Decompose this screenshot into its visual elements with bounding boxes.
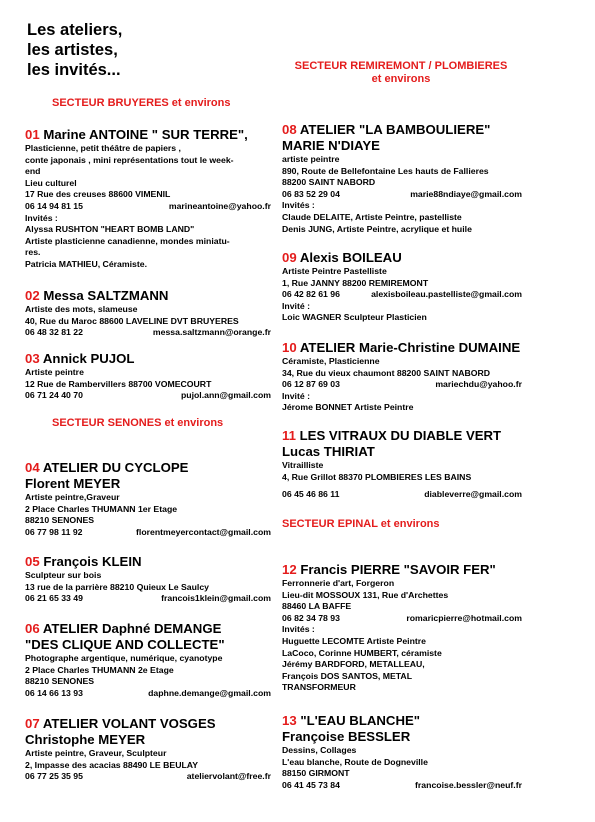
entry-number: 12 bbox=[282, 562, 297, 577]
entry-line: Lieu-dit MOSSOUX 131, Rue d'Archettes bbox=[282, 589, 449, 600]
entry-number: 09 bbox=[282, 250, 297, 265]
entry-line: Artiste peintre bbox=[25, 367, 84, 377]
entry-04 bbox=[25, 460, 271, 538]
guests-label: Invités : bbox=[282, 200, 315, 211]
contact-row bbox=[25, 593, 271, 605]
entry-title bbox=[25, 288, 271, 304]
entry-name: ATELIER Marie-Christine DUMAINE bbox=[299, 340, 521, 355]
entry-title bbox=[282, 428, 522, 444]
contact-row bbox=[282, 289, 522, 301]
sector-epinal: SECTEUR EPINAL et environs bbox=[282, 518, 440, 530]
contact-row bbox=[25, 327, 271, 339]
entry-subtitle: Florent MEYER bbox=[25, 476, 121, 491]
entry-line: Artiste Peintre Pastelliste bbox=[282, 266, 387, 276]
entry-number: 06 bbox=[25, 621, 40, 636]
email-link[interactable]: diableverre@gmail.com bbox=[424, 489, 522, 500]
entry-name: Messa SALTZMANN bbox=[43, 288, 169, 303]
guest-line: TRANSFORMEUR bbox=[282, 682, 356, 693]
entry-01 bbox=[25, 127, 271, 271]
guest-line: res. bbox=[25, 247, 41, 258]
entry-line: Artiste peintre, Graveur, Sculpteur bbox=[25, 748, 167, 758]
guest-line: François DOS SANTOS, METAL bbox=[282, 670, 413, 681]
guest-line: Jérome BONNET Artiste Peintre bbox=[282, 402, 414, 413]
guest-line: Huguette LECOMTE Artiste Peintre bbox=[282, 635, 427, 646]
entry-line: 890, Route de Bellefontaine Les hauts de Fallieres bbox=[282, 165, 489, 176]
entry-title bbox=[25, 554, 271, 570]
entry-name: ATELIER VOLANT VOSGES bbox=[42, 716, 216, 731]
entry-line: 88210 SENONES bbox=[25, 515, 95, 526]
entry-line: artiste peintre bbox=[282, 154, 340, 164]
entry-line: 88200 SAINT NABORD bbox=[282, 177, 376, 188]
phone-number: 06 48 32 81 22 bbox=[25, 327, 83, 338]
entry-05 bbox=[25, 554, 271, 605]
entry-subtitle: Lucas THIRIAT bbox=[282, 444, 375, 459]
entry-title bbox=[25, 716, 271, 732]
guest-line: Alyssa RUSHTON "HEART BOMB LAND" bbox=[25, 224, 195, 235]
entry-line: Artiste peintre,Graveur bbox=[25, 492, 120, 502]
entry-02 bbox=[25, 288, 271, 339]
phone-number: 06 41 45 73 84 bbox=[282, 779, 340, 790]
entry-name: LES VITRAUX DU DIABLE VERT bbox=[299, 428, 502, 443]
entry-name: Francis PIERRE "SAVOIR FER" bbox=[300, 562, 496, 577]
entry-line: 88460 LA BAFFE bbox=[282, 601, 352, 612]
email-link[interactable]: marineantoine@yahoo.fr bbox=[168, 200, 271, 211]
entry-number: 10 bbox=[282, 340, 297, 355]
phone-number: 06 71 24 40 70 bbox=[25, 390, 83, 401]
entry-line: Ferronnerie d'art, Forgeron bbox=[282, 578, 395, 588]
entry-line: end bbox=[25, 166, 41, 177]
guest-line: Loic WAGNER Sculpteur Plasticien bbox=[282, 312, 427, 323]
contact-row bbox=[282, 489, 522, 501]
email-link[interactable]: florentmeyercontact@gmail.com bbox=[136, 526, 271, 537]
entry-line: Plasticienne, petit théâtre de papiers , bbox=[25, 143, 181, 153]
guest-line: Claude DELAITE, Artiste Peintre, pastelliste bbox=[282, 211, 462, 222]
entry-13 bbox=[282, 713, 522, 791]
entry-name: "L'EAU BLANCHE" bbox=[300, 713, 421, 728]
entry-name: Alexis BOILEAU bbox=[299, 250, 402, 265]
phone-number: 06 83 52 29 04 bbox=[282, 188, 340, 199]
entry-line: Artiste des mots, slameuse bbox=[25, 304, 138, 314]
email-link[interactable]: francoise.bessler@neuf.fr bbox=[415, 779, 522, 790]
email-link[interactable]: daphne.demange@gmail.com bbox=[148, 687, 271, 698]
entry-name: ATELIER DU CYCLOPE bbox=[42, 460, 189, 475]
entry-line: 17 Rue des creuses 88600 VIMENIL bbox=[25, 189, 171, 200]
guest-line: LaCoco, Corinne HUMBERT, céramiste bbox=[282, 647, 442, 658]
entry-line: 1, Rue JANNY 88200 REMIREMONT bbox=[282, 277, 429, 288]
entry-line: 13 rue de la parrière 88210 Quieux Le Saulcy bbox=[25, 581, 209, 592]
guest-line: Jérémy BARDFORD, METALLEAU, bbox=[282, 659, 425, 670]
email-link[interactable]: marie88ndiaye@gmail.com bbox=[410, 188, 522, 199]
entry-subtitle: "DES CLIQUE AND COLLECTE" bbox=[25, 637, 225, 652]
guest-line: Patricia MATHIEU, Céramiste. bbox=[25, 258, 147, 269]
guests-label: Invité : bbox=[282, 390, 310, 401]
sector-remiremont-line2: et environs bbox=[371, 73, 431, 85]
entry-subtitle: MARIE N'DIAYE bbox=[282, 138, 380, 153]
entry-line: conte japonais , mini représentations tout le week- bbox=[25, 154, 234, 165]
entry-number: 03 bbox=[25, 351, 40, 366]
email-link[interactable]: francois1klein@gmail.com bbox=[161, 593, 271, 604]
sector-remiremont-line1: SECTEUR REMIREMONT / PLOMBIERES bbox=[294, 60, 508, 72]
contact-row bbox=[282, 379, 522, 391]
entry-name: ATELIER "LA BAMBOULIERE" bbox=[299, 122, 491, 137]
email-link[interactable]: romaricpierre@hotmail.com bbox=[406, 612, 522, 623]
phone-number: 06 77 98 11 92 bbox=[25, 526, 83, 537]
entry-09 bbox=[282, 250, 522, 324]
entry-line: 40, Rue du Maroc 88600 LAVELINE DVT BRUYERES bbox=[25, 315, 239, 326]
entry-number: 01 bbox=[25, 127, 40, 142]
page-title: Les ateliers, les artistes, les invités... bbox=[27, 21, 123, 79]
entry-title bbox=[282, 340, 522, 356]
entry-line: 4, Rue Grillot 88370 PLOMBIERES LES BAINS bbox=[282, 471, 472, 482]
entry-title bbox=[282, 250, 522, 266]
entry-title bbox=[25, 460, 271, 476]
phone-number: 06 45 46 86 11 bbox=[282, 489, 340, 500]
entry-11 bbox=[282, 428, 522, 501]
entry-12 bbox=[282, 562, 522, 694]
entry-number: 04 bbox=[25, 460, 40, 475]
phone-number: 06 42 82 61 96 bbox=[282, 289, 340, 300]
email-link[interactable]: ateliervolant@free.fr bbox=[186, 771, 271, 782]
contact-row bbox=[25, 201, 271, 213]
phone-number: 06 82 34 78 93 bbox=[282, 612, 340, 623]
entry-10 bbox=[282, 340, 522, 414]
email-link[interactable]: pujol.ann@gmail.com bbox=[180, 390, 271, 401]
entry-line: 34, Rue du vieux chaumont 88200 SAINT NABORD bbox=[282, 367, 491, 378]
entry-number: 11 bbox=[282, 428, 296, 443]
entry-line: 88150 GIRMONT bbox=[282, 768, 350, 779]
guest-line: Denis JUNG, Artiste Peintre, acrylique et huile bbox=[282, 223, 472, 234]
entry-number: 08 bbox=[282, 122, 297, 137]
entry-line: L'eau blanche, Route de Dogneville bbox=[282, 756, 428, 767]
entry-title bbox=[282, 562, 522, 578]
entry-line: 2 Place Charles THUMANN 2e Etage bbox=[25, 664, 174, 675]
entry-line: Céramiste, Plasticienne bbox=[282, 356, 380, 366]
entry-line: Vitrailliste bbox=[282, 460, 324, 470]
entry-number: 02 bbox=[25, 288, 40, 303]
entry-name: ATELIER Daphné DEMANGE bbox=[42, 621, 222, 636]
entry-name: Annick PUJOL bbox=[42, 351, 135, 366]
phone-number: 06 77 25 35 95 bbox=[25, 771, 83, 782]
entry-name: François KLEIN bbox=[43, 554, 142, 569]
contact-row bbox=[282, 780, 522, 792]
phone-number: 06 14 66 13 93 bbox=[25, 687, 83, 698]
entry-line: 2, Impasse des acacias 88490 LE BEULAY bbox=[25, 759, 199, 770]
guests-label: Invités : bbox=[25, 212, 58, 223]
entry-name: Marine ANTOINE " SUR TERRE", bbox=[43, 127, 248, 142]
email-link[interactable]: mariechdu@yahoo.fr bbox=[435, 379, 522, 390]
entry-line: Sculpteur sur bois bbox=[25, 570, 102, 580]
phone-number: 06 12 87 69 03 bbox=[282, 379, 340, 390]
entry-03 bbox=[25, 351, 271, 402]
sector-senones: SECTEUR SENONES et environs bbox=[52, 417, 224, 429]
guests-label: Invités : bbox=[282, 624, 315, 635]
guest-line: Artiste plasticienne canadienne, mondes miniatu- bbox=[25, 235, 230, 246]
email-link[interactable]: messa.saltzmann@orange.fr bbox=[152, 327, 271, 338]
entry-07 bbox=[25, 716, 271, 783]
phone-number: 06 14 94 81 15 bbox=[25, 200, 83, 211]
entry-subtitle: Françoise BESSLER bbox=[282, 729, 411, 744]
contact-row bbox=[25, 688, 271, 700]
entry-08 bbox=[282, 122, 522, 235]
entry-line: 2 Place Charles THUMANN 1er Etage bbox=[25, 503, 178, 514]
entry-title bbox=[282, 122, 522, 138]
entry-number: 05 bbox=[25, 554, 40, 569]
entry-title bbox=[282, 713, 522, 729]
entry-06 bbox=[25, 621, 271, 699]
entry-number: 13 bbox=[282, 713, 297, 728]
email-link[interactable]: alexisboileau.pastelliste@gmail.com bbox=[371, 289, 522, 300]
entry-number: 07 bbox=[25, 716, 40, 731]
phone-number: 06 21 65 33 49 bbox=[25, 593, 83, 604]
entry-title bbox=[25, 351, 271, 367]
entry-line: 12 Rue de Rambervillers 88700 VOMECOURT bbox=[25, 378, 212, 389]
sector-bruyeres: SECTEUR BRUYERES et environs bbox=[52, 97, 231, 109]
contact-row bbox=[25, 390, 271, 402]
entry-line: Dessins, Collages bbox=[282, 745, 357, 755]
contact-row bbox=[25, 527, 271, 539]
contact-row bbox=[282, 189, 522, 201]
contact-row bbox=[282, 613, 522, 625]
entry-line: Lieu culturel bbox=[25, 177, 77, 188]
contact-row bbox=[25, 771, 271, 783]
entry-subtitle: Christophe MEYER bbox=[25, 732, 146, 747]
entry-title bbox=[25, 621, 271, 637]
entry-title bbox=[25, 127, 271, 143]
entry-line: 88210 SENONES bbox=[25, 676, 95, 687]
guests-label: Invité : bbox=[282, 300, 310, 311]
sector-remiremont bbox=[281, 60, 521, 86]
entry-line: Photographe argentique, numérique, cyanotype bbox=[25, 653, 223, 663]
